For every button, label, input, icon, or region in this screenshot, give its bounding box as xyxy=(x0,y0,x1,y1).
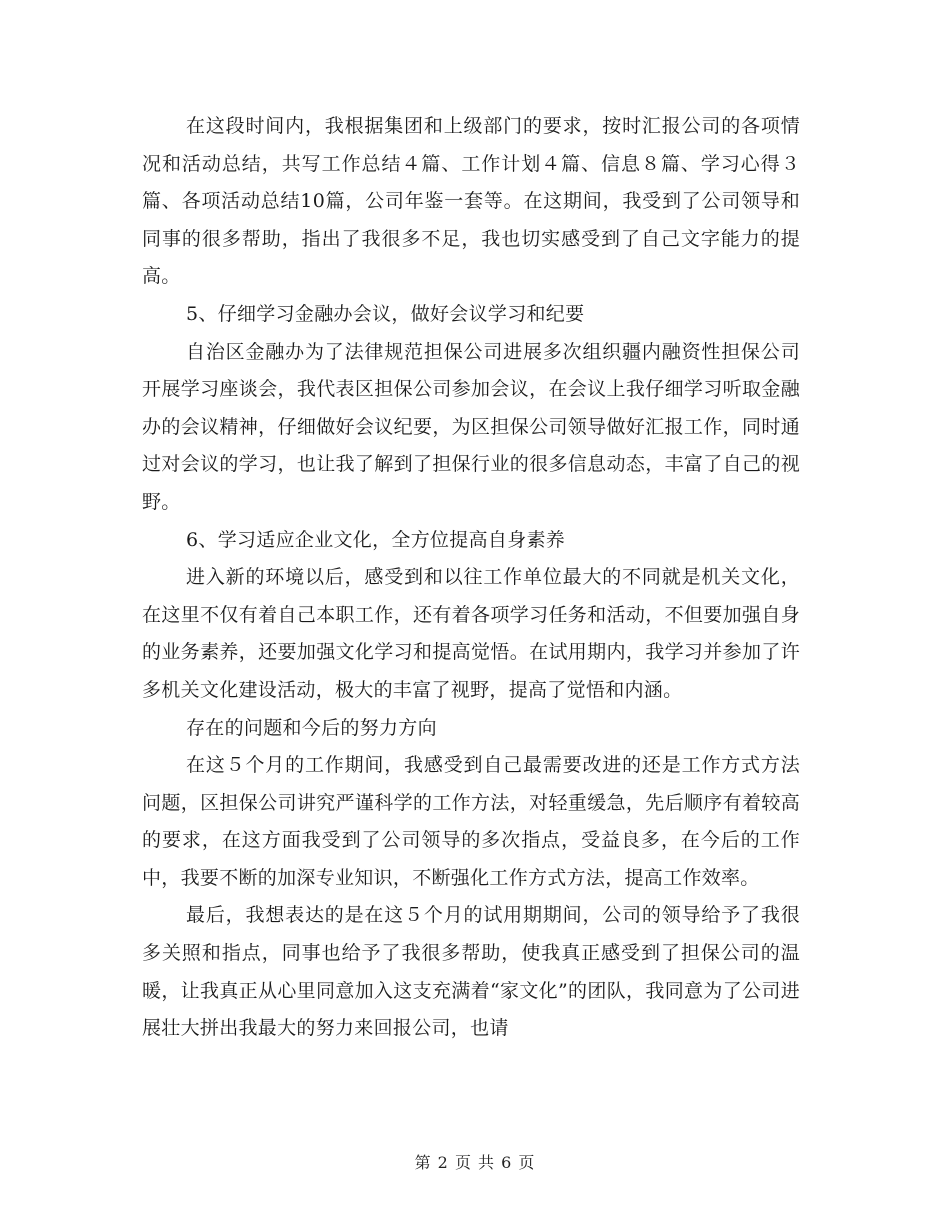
paragraph-problems-direction: 在这５个月的工作期间，我感受到自己最需要改进的还是工作方式方法问题，区担保公司讲究严谨科学的工作方法，对轻重缓急，先后顺序有着较高的要求，在这方面我受到了公司领导的多次指点，受益良多，在今后的工作中，我要不断的加深专业知识，不断强化工作方式方法，提高工作效率。 xyxy=(142,754,800,889)
paragraph-corporate-culture: 进入新的环境以后，感受到和以往工作单位最大的不同就是机关文化，在这里不仅有着自己本职工作，还有着各项学习任务和活动，不但要加强自身的业务素养，还要加强文化学习和提高觉悟。在试用期内，我学习并参加了许多机关文化建设活动，极大的丰富了视野，提高了觉悟和内涵。 xyxy=(142,566,800,701)
paragraph-writing-summary: 在这段时间内，我根据集团和上级部门的要求，按时汇报公司的各项情况和活动总结，共写工作总结４篇、工作计划４篇、信息８篇、学习心得３篇、各项活动总结10篇，公司年鉴一套等。在这期间，我受到了公司领导和同事的很多帮助，指出了我很多不足，我也切实感受到了自己文字能力的提高。 xyxy=(142,115,800,288)
document-body xyxy=(142,108,800,1048)
heading-problems-direction: 存在的问题和今后的努力方向 xyxy=(186,716,437,739)
paragraph-meeting-study: 自治区金融办为了法律规范担保公司进展多次组织疆内融资性担保公司开展学习座谈会，我代表区担保公司参加会议，在会议上我仔细学习听取金融办的会议精神，仔细做好会议纪要，为区担保公司领导做好汇报工作，同时通过对会议的学习，也让我了解到了担保行业的很多信息动态，丰富了自己的视野。 xyxy=(142,340,800,513)
page-number-footer: 第 2 页 共 6 页 xyxy=(414,1153,536,1172)
heading-meeting-study: 5、仔细学习金融办会议，做好会议学习和纪要 xyxy=(186,302,585,325)
heading-corporate-culture: 6、学习适应企业文化，全方位提高自身素养 xyxy=(186,528,566,551)
paragraph-closing: 最后，我想表达的是在这５个月的试用期期间，公司的领导给予了我很多关照和指点，同事也给予了我很多帮助，使我真正感受到了担保公司的温暖，让我真正从心里同意加入这支充满着“家文化”的团队，我同意为了公司进展壮大拼出我最大的努力来回报公司，也请 xyxy=(142,904,800,1040)
